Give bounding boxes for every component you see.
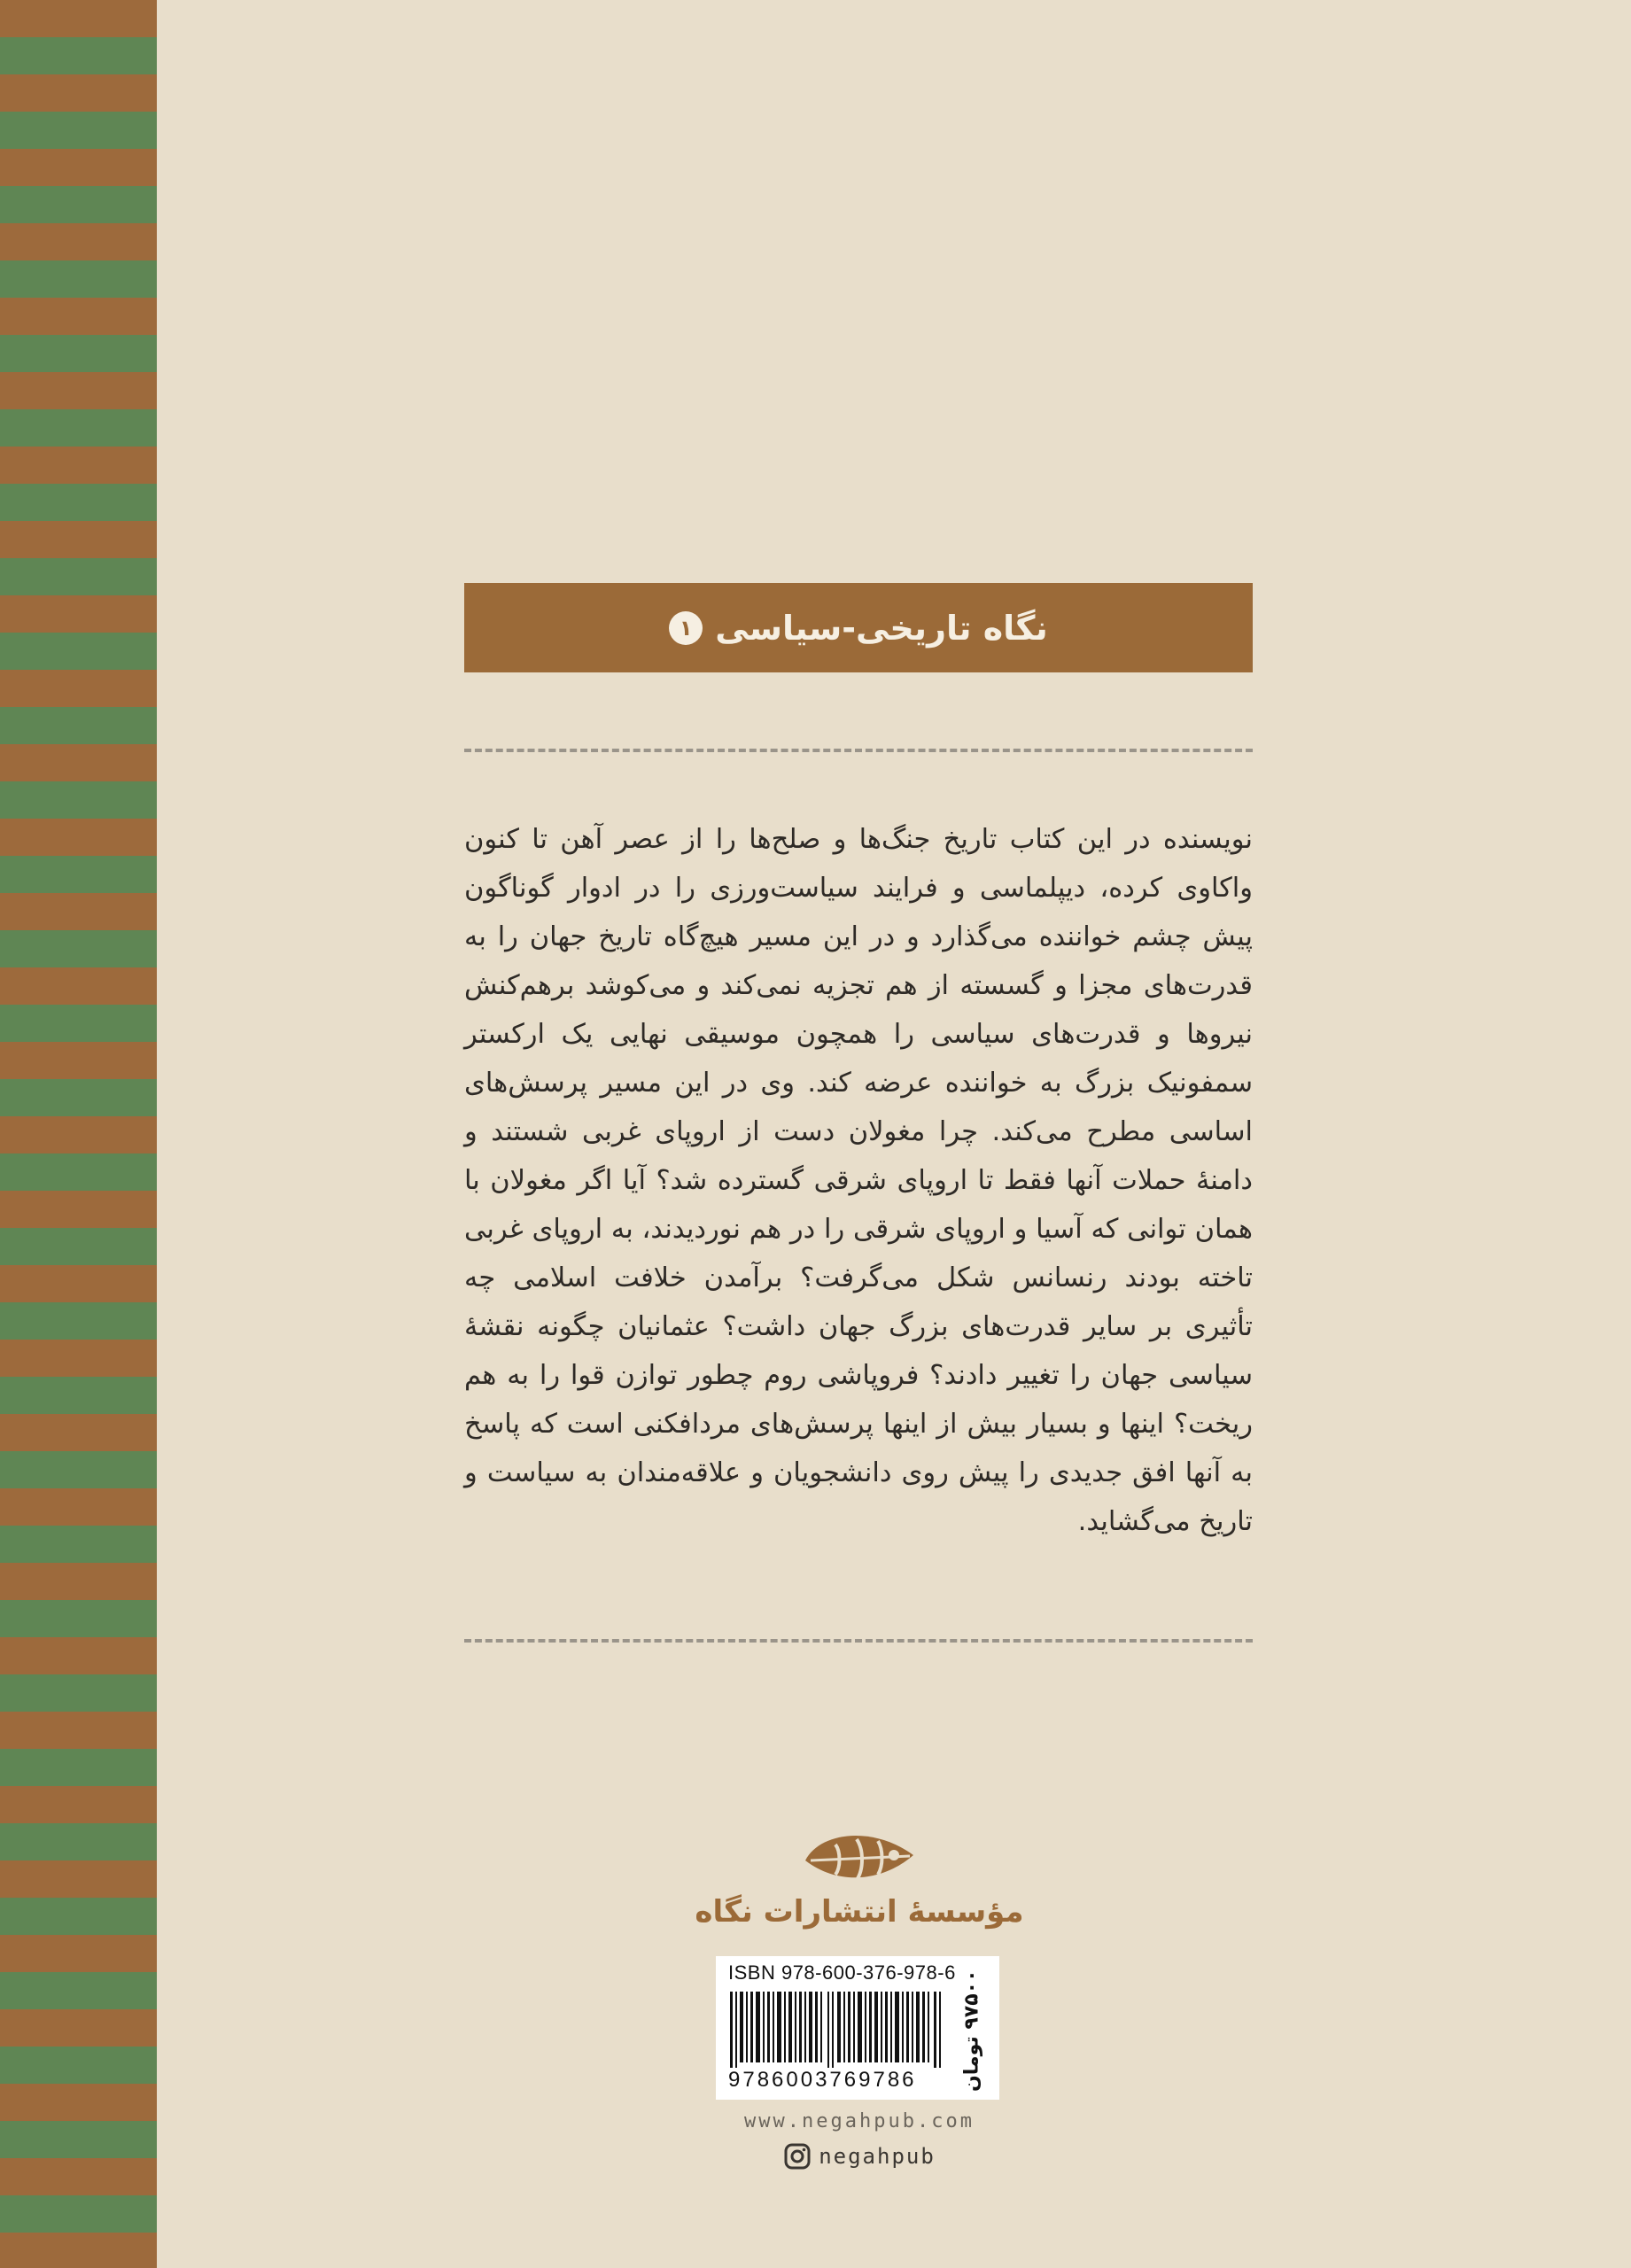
barcode — [730, 1992, 946, 2068]
series-banner — [464, 583, 1253, 672]
back-cover-blurb: نویسنده در این کتاب تاریخ جنگ‌ها و صلح‌ها را از عصر آهن تا کنون واکاوی کرده، دیپلماسی و فرایند سیاست‌ورزی را در ادوار گوناگون پیش چشم خواننده می‌گذارد و در این مسیر هیچ‌گاه تاریخ جهان را به قدرت‌های مجزا و گسسته از هم تجزیه نمی‌کند و می‌کوشد برهم‌کنش نیروها و قدرت‌های سیاسی را همچون موسیقی نهایی یک ارکستر سمفونیک بزرگ به خواننده عرضه کند. وی در این مسیر پرسش‌های اساسی مطرح می‌کند. چرا مغولان دست از اروپای غربی شستند و دامنهٔ حملات آنها فقط تا اروپای شرقی گسترده شد؟ آیا اگر مغولان با همان توانی که آسیا و اروپای شرقی را در هم نوردیدند، به اروپای غربی تاخته بودند رنسانس شکل می‌گرفت؟ برآمدن خلافت اسلامی چه تأثیری بر سایر قدرت‌های بزرگ جهان داشت؟ عثمانیان چگونه نقشهٔ سیاسی جهان را تغییر دادند؟ فروپاشی روم چطور توازن قوا را به هم ریخت؟ اینها و بسیار بیش از اینها پرسش‌های مردافکنی است که پاسخ به آنها افق جدیدی را پیش روی دانشجویان و علاقه‌مندان به سیاست و تاریخ می‌گشاید. — [464, 824, 1253, 1537]
website-url: www.negahpub.com — [744, 2110, 975, 2132]
isbn-text: ISBN 978-600-376-978-6 — [728, 1961, 956, 1984]
series-number: ۱ — [669, 611, 703, 645]
negah-feather-logo-icon — [802, 1825, 917, 1891]
divider-top — [464, 749, 1253, 752]
series-title: نگاه تاریخی-سیاسی — [715, 608, 1048, 648]
publisher-name: مؤسسهٔ انتشارات نگاه — [695, 1894, 1024, 1930]
price-label: ۹۷۵۰۰ تومان — [960, 1969, 983, 2092]
spine-stripes — [0, 0, 157, 2268]
divider-bottom — [464, 1639, 1253, 1643]
instagram-handle — [638, 2142, 1081, 2171]
ean-digits: 9786003769786 — [728, 2068, 917, 2092]
instagram-text: negahpub — [819, 2144, 936, 2169]
barcode-panel — [716, 1956, 999, 2100]
instagram-icon — [783, 2142, 812, 2171]
